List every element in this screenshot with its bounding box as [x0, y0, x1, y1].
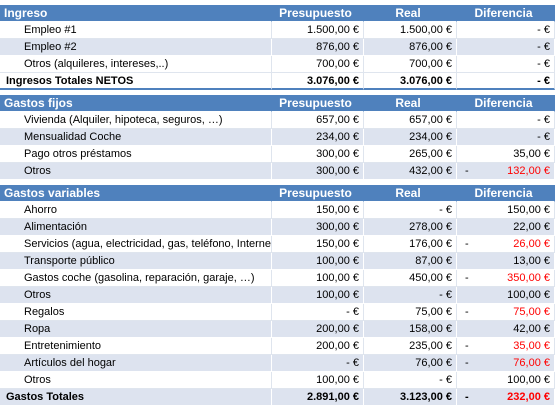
cell-real[interactable] [364, 355, 457, 372]
cell-real-text: 235,00 € [409, 340, 452, 352]
row-label-text: Vivienda (Alquiler, hipoteca, seguros, …) [24, 114, 223, 126]
cell-real-text: 75,00 € [415, 306, 452, 318]
cell-presupuesto[interactable] [272, 236, 364, 253]
row-label[interactable] [0, 56, 272, 73]
cell-real-text: 176,00 € [409, 238, 452, 250]
cell-presupuesto-text: 300,00 € [316, 165, 359, 177]
header-diferencia[interactable] [457, 95, 555, 112]
cell-presupuesto[interactable] [272, 129, 364, 146]
total-real-text: 3.076,00 € [400, 75, 452, 87]
cell-presupuesto[interactable] [272, 321, 364, 338]
cell-diferencia-text: 76,00 € [513, 357, 550, 369]
total-real[interactable] [364, 389, 457, 406]
row-label-text: Otros [24, 374, 51, 386]
cell-diferencia-text: 26,00 € [513, 238, 550, 250]
cell-real-text: - € [439, 374, 452, 386]
row-label-text: Ropa [24, 323, 51, 335]
header-presupuesto-text: Presupuesto [279, 96, 352, 110]
cell-real[interactable] [364, 287, 457, 304]
row-label-text: Artículos del hogar [24, 357, 116, 369]
cell-real[interactable] [364, 112, 457, 129]
cell-presupuesto[interactable] [272, 202, 364, 219]
negative-dash: - [465, 238, 469, 250]
total-diferencia-text: - € [537, 75, 550, 87]
cell-real-text: 876,00 € [409, 41, 452, 53]
cell-diferencia[interactable] [457, 202, 555, 219]
cell-real-text: 76,00 € [415, 357, 452, 369]
negative-dash: - [465, 272, 469, 284]
row-label-text: Mensualidad Coche [24, 131, 122, 143]
row-label[interactable] [0, 355, 272, 372]
cell-diferencia-text: 22,00 € [513, 221, 550, 233]
cell-diferencia-text: - € [537, 58, 550, 70]
cell-diferencia[interactable] [457, 253, 555, 270]
total-diferencia-text: 232,00 € [507, 391, 550, 403]
cell-presupuesto[interactable] [272, 22, 364, 39]
cell-diferencia[interactable] [457, 287, 555, 304]
header-presupuesto-text: Presupuesto [279, 186, 352, 200]
header-presupuesto[interactable] [272, 185, 364, 202]
cell-presupuesto-text: 300,00 € [316, 148, 359, 160]
cell-presupuesto[interactable] [272, 372, 364, 389]
cell-presupuesto[interactable] [272, 270, 364, 287]
header-real[interactable] [364, 95, 457, 112]
table-row [0, 112, 555, 129]
cell-real-text: 657,00 € [409, 114, 452, 126]
cell-presupuesto[interactable] [272, 338, 364, 355]
cell-diferencia[interactable] [457, 372, 555, 389]
table-row [0, 355, 555, 372]
table-row [0, 253, 555, 270]
cell-real[interactable] [364, 129, 457, 146]
row-label-text: Alimentación [24, 221, 87, 233]
cell-presupuesto-text: 150,00 € [316, 204, 359, 216]
cell-real-text: 87,00 € [415, 255, 452, 267]
cell-presupuesto-text: 100,00 € [316, 272, 359, 284]
total-presupuesto-text: 3.076,00 € [307, 75, 359, 87]
row-label[interactable] [0, 129, 272, 146]
cell-diferencia-text: 100,00 € [507, 374, 550, 386]
cell-real-text: 278,00 € [409, 221, 452, 233]
header-diferencia-text: Diferencia [474, 186, 533, 200]
cell-presupuesto-text: 700,00 € [316, 58, 359, 70]
cell-real[interactable] [364, 236, 457, 253]
row-label-text: Otros [24, 289, 51, 301]
total-presupuesto[interactable] [272, 73, 364, 90]
cell-diferencia-text: 35,00 € [513, 148, 550, 160]
cell-presupuesto-text: 100,00 € [316, 374, 359, 386]
header-diferencia-text: Diferencia [474, 6, 533, 20]
total-diferencia[interactable] [457, 73, 555, 90]
cell-diferencia[interactable] [457, 338, 555, 355]
cell-real-text: 432,00 € [409, 165, 452, 177]
table-row [0, 372, 555, 389]
cell-presupuesto[interactable] [272, 355, 364, 372]
cell-diferencia[interactable] [457, 146, 555, 163]
cell-presupuesto[interactable] [272, 304, 364, 321]
section-title-text: Gastos variables [4, 186, 101, 200]
cell-presupuesto[interactable] [272, 287, 364, 304]
section-header-ingreso [0, 5, 555, 22]
cell-diferencia[interactable] [457, 56, 555, 73]
cell-real-text: - € [439, 204, 452, 216]
total-presupuesto[interactable] [272, 389, 364, 406]
table-row [0, 22, 555, 39]
table-row [0, 236, 555, 253]
row-label-text: Gastos coche (gasolina, reparación, garaje, …) [24, 272, 255, 284]
cell-diferencia[interactable] [457, 270, 555, 287]
cell-presupuesto-text: 200,00 € [316, 323, 359, 335]
section-header-gastos-variables [0, 185, 555, 202]
table-row [0, 146, 555, 163]
table-row [0, 129, 555, 146]
row-label[interactable] [0, 338, 272, 355]
cell-real-text: 265,00 € [409, 148, 452, 160]
cell-diferencia-text: - € [537, 114, 550, 126]
cell-diferencia-text: 35,00 € [513, 340, 550, 352]
header-real-text: Real [395, 6, 421, 20]
row-label[interactable] [0, 236, 272, 253]
row-label[interactable] [0, 112, 272, 129]
negative-dash: - [465, 357, 469, 369]
row-label[interactable] [0, 287, 272, 304]
header-real-text: Real [395, 186, 421, 200]
row-label-text: Ahorro [24, 204, 58, 216]
row-label[interactable] [0, 253, 272, 270]
cell-presupuesto[interactable] [272, 112, 364, 129]
cell-presupuesto[interactable] [272, 163, 364, 180]
cell-real[interactable] [364, 270, 457, 287]
negative-dash: - [465, 391, 469, 403]
section-header-gastos-fijos [0, 95, 555, 112]
cell-presupuesto[interactable] [272, 56, 364, 73]
total-label[interactable] [0, 389, 272, 406]
cell-diferencia-text: - € [537, 24, 550, 36]
negative-dash: - [465, 306, 469, 318]
header-real[interactable] [364, 5, 457, 22]
total-label[interactable] [0, 73, 272, 90]
cell-presupuesto[interactable] [272, 219, 364, 236]
total-real[interactable] [364, 73, 457, 90]
table-row [0, 39, 555, 56]
table-row [0, 270, 555, 287]
section-title-text: Ingreso [4, 6, 48, 20]
row-label[interactable] [0, 163, 272, 180]
cell-diferencia-text: 150,00 € [507, 204, 550, 216]
row-label[interactable] [0, 321, 272, 338]
cell-diferencia-text: 13,00 € [513, 255, 550, 267]
total-row-ingreso [0, 73, 555, 90]
header-presupuesto-text: Presupuesto [279, 6, 352, 20]
row-label-text: Otros (alquileres, intereses,..) [24, 58, 169, 70]
table-row [0, 338, 555, 355]
cell-real[interactable] [364, 372, 457, 389]
row-label-text: Empleo #2 [24, 41, 77, 53]
cell-real-text: 700,00 € [409, 58, 452, 70]
row-label[interactable] [0, 270, 272, 287]
cell-real[interactable] [364, 22, 457, 39]
section-title-text: Gastos fijos [4, 96, 73, 110]
cell-presupuesto-text: 234,00 € [316, 131, 359, 143]
cell-real[interactable] [364, 338, 457, 355]
total-row-gastos-variables [0, 389, 555, 406]
row-label-text: Empleo #1 [24, 24, 77, 36]
table-row [0, 304, 555, 321]
header-diferencia[interactable] [457, 185, 555, 202]
cell-diferencia-text: 42,00 € [513, 323, 550, 335]
row-label-text: Regalos [24, 306, 65, 318]
header-diferencia[interactable] [457, 5, 555, 22]
cell-presupuesto-text: 100,00 € [316, 289, 359, 301]
cell-real-text: 1.500,00 € [400, 24, 452, 36]
row-label-text: Servicios (agua, electricidad, gas, teléfono, Interne [24, 238, 272, 250]
cell-real[interactable] [364, 56, 457, 73]
cell-diferencia-text: 350,00 € [507, 272, 550, 284]
cell-diferencia-text: - € [537, 131, 550, 143]
cell-presupuesto-text: - € [346, 306, 359, 318]
cell-diferencia[interactable] [457, 22, 555, 39]
table-row [0, 56, 555, 73]
row-label[interactable] [0, 146, 272, 163]
row-label[interactable] [0, 219, 272, 236]
cell-diferencia[interactable] [457, 236, 555, 253]
cell-presupuesto[interactable] [272, 146, 364, 163]
row-label-text: Transporte público [24, 255, 115, 267]
cell-real[interactable] [364, 202, 457, 219]
table-row [0, 287, 555, 304]
total-real-text: 3.123,00 € [400, 391, 452, 403]
section-title[interactable] [0, 185, 272, 202]
cell-presupuesto[interactable] [272, 39, 364, 56]
cell-real[interactable] [364, 163, 457, 180]
cell-presupuesto[interactable] [272, 253, 364, 270]
cell-diferencia-text: - € [537, 41, 550, 53]
cell-real-text: - € [439, 289, 452, 301]
header-real[interactable] [364, 185, 457, 202]
header-diferencia-text: Diferencia [474, 96, 533, 110]
row-label[interactable] [0, 22, 272, 39]
row-label[interactable] [0, 39, 272, 56]
total-presupuesto-text: 2.891,00 € [307, 391, 359, 403]
cell-diferencia[interactable] [457, 39, 555, 56]
cell-diferencia[interactable] [457, 129, 555, 146]
cell-diferencia[interactable] [457, 321, 555, 338]
cell-diferencia-text: 100,00 € [507, 289, 550, 301]
cell-real-text: 158,00 € [409, 323, 452, 335]
table-row [0, 219, 555, 236]
cell-presupuesto-text: 1.500,00 € [307, 24, 359, 36]
cell-real[interactable] [364, 146, 457, 163]
row-label[interactable] [0, 202, 272, 219]
row-label[interactable] [0, 372, 272, 389]
cell-diferencia[interactable] [457, 163, 555, 180]
section-title[interactable] [0, 5, 272, 22]
row-label-text: Entretenimiento [24, 340, 102, 352]
header-real-text: Real [395, 96, 421, 110]
cell-diferencia[interactable] [457, 355, 555, 372]
cell-presupuesto-text: 657,00 € [316, 114, 359, 126]
cell-real[interactable] [364, 321, 457, 338]
table-row [0, 321, 555, 338]
cell-real-text: 234,00 € [409, 131, 452, 143]
cell-real-text: 450,00 € [409, 272, 452, 284]
cell-diferencia-text: 75,00 € [513, 306, 550, 318]
total-label-text: Gastos Totales [6, 391, 85, 403]
cell-diferencia[interactable] [457, 304, 555, 321]
cell-diferencia[interactable] [457, 112, 555, 129]
table-row [0, 202, 555, 219]
cell-presupuesto-text: 150,00 € [316, 238, 359, 250]
total-diferencia[interactable] [457, 389, 555, 406]
negative-dash: - [465, 165, 469, 177]
cell-presupuesto-text: - € [346, 357, 359, 369]
total-label-text: Ingresos Totales NETOS [6, 75, 134, 87]
section-title[interactable] [0, 95, 272, 112]
cell-presupuesto-text: 100,00 € [316, 255, 359, 267]
cell-real[interactable] [364, 304, 457, 321]
table-row [0, 163, 555, 180]
header-presupuesto[interactable] [272, 95, 364, 112]
cell-presupuesto-text: 200,00 € [316, 340, 359, 352]
cell-presupuesto-text: 876,00 € [316, 41, 359, 53]
cell-real[interactable] [364, 39, 457, 56]
row-label[interactable] [0, 304, 272, 321]
cell-diferencia[interactable] [457, 219, 555, 236]
row-label-text: Pago otros préstamos [24, 148, 132, 160]
cell-real[interactable] [364, 253, 457, 270]
negative-dash: - [465, 340, 469, 352]
cell-diferencia-text: 132,00 € [507, 165, 550, 177]
header-presupuesto[interactable] [272, 5, 364, 22]
row-label-text: Otros [24, 165, 51, 177]
cell-real[interactable] [364, 219, 457, 236]
cell-presupuesto-text: 300,00 € [316, 221, 359, 233]
